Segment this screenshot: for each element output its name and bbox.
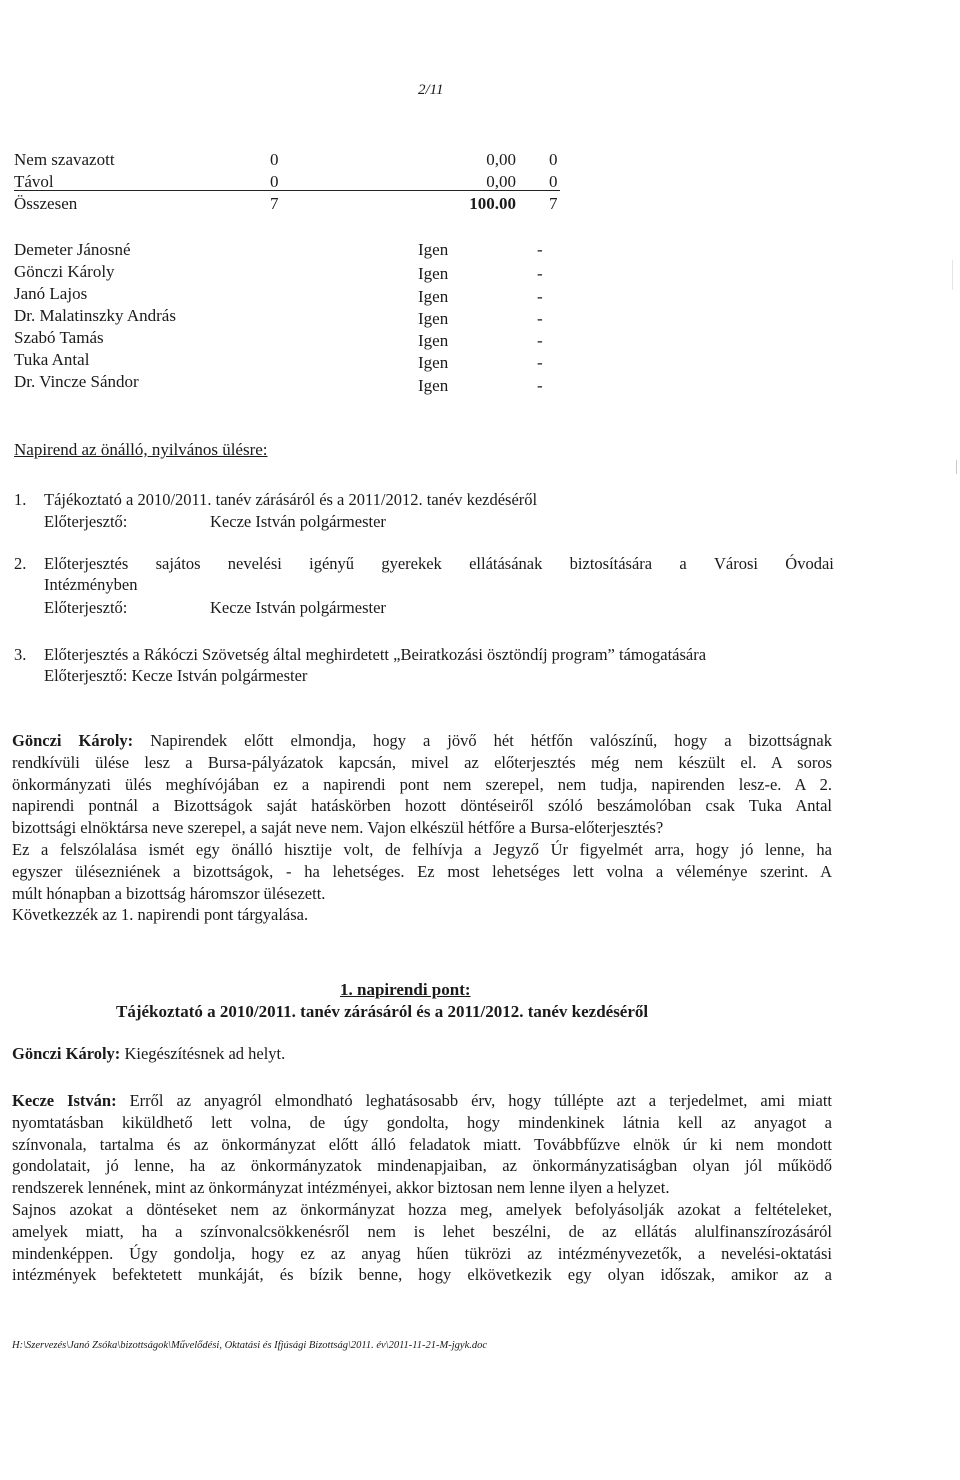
total-count: 0 bbox=[270, 172, 279, 191]
total-percent: 0,00 bbox=[486, 172, 516, 191]
agenda-item-number: 3. bbox=[14, 645, 27, 664]
voter-name: Dr. Malatinszky András bbox=[14, 306, 176, 325]
agenda-item-number: 1. bbox=[14, 490, 27, 509]
voter-name: Gönczi Károly bbox=[14, 262, 115, 281]
discussion-kecze bbox=[12, 1090, 832, 1286]
agenda-item-title-cont: Intézményben bbox=[44, 575, 138, 594]
vote-value: Igen bbox=[418, 353, 449, 372]
discussion-gonczi bbox=[12, 730, 832, 926]
title-word: Óvodai bbox=[785, 554, 834, 573]
paragraph-line: napirendi pontnál a Bizottságok saját hatáskörben hozott döntéseiről szóló beszámolóban csak Tuka Antal bbox=[12, 796, 832, 816]
agenda-item-number: 2. bbox=[14, 554, 27, 573]
presenter-label: Előterjesztő: bbox=[44, 512, 128, 531]
paragraph-line: rendszerek lennének, mint az önkormányzat intézményei, akkor biztosan nem lenne ilyen a helyzet. bbox=[12, 1178, 670, 1198]
vote-mark: - bbox=[537, 264, 543, 283]
paragraph-line: gondolatait, jó lenne, ha az önkormányzatok mindenapjaiban, az önkormányzatiságban olyan jól működő bbox=[12, 1156, 832, 1176]
paragraph-line: Következzék az 1. napirendi pont tárgyalása. bbox=[12, 905, 309, 925]
total-label: Összesen bbox=[14, 194, 78, 213]
vote-mark: - bbox=[537, 287, 543, 306]
voter-name: Janó Lajos bbox=[14, 284, 88, 303]
vote-value: Igen bbox=[418, 264, 449, 283]
title-word: ellátásának bbox=[469, 554, 543, 573]
speaker-name: Kecze István: bbox=[12, 1091, 117, 1110]
paragraph-line: Sajnos azokat a döntéseket nem az önkormányzat hozza meg, amelyek befolyásolják azokat a feltételeket, bbox=[12, 1199, 832, 1219]
paragraph-line: önkormányzati ülés meghívójában ez a napirendi pont nem szerepel, nem tudja, napirenden lesz-e. A 2. bbox=[12, 774, 832, 794]
title-word: a bbox=[679, 554, 687, 573]
presenter-label: Előterjesztő: bbox=[44, 598, 128, 617]
paragraph-line: Kecze István: Erről az anyagról elmondható leghatásosabb érv, hogy túllépte azt a terjedelmet, ami miatt bbox=[12, 1091, 832, 1110]
total-label: Nem szavazott bbox=[14, 150, 115, 169]
paragraph-line: amelyek miatt, ha a színvonalcsökkenésről nem is lehet beszélni, de az ellátás alulfinanszírozásáról bbox=[12, 1221, 832, 1241]
total-count: 0 bbox=[270, 150, 279, 169]
paragraph-line: bizottsági elnöktársa neve szerepel, a saját neve nem. Vajon elkészül hétfőre a Bursa-előterjesztés? bbox=[12, 818, 664, 838]
scan-artifact bbox=[956, 460, 957, 474]
vote-mark: - bbox=[537, 240, 543, 259]
title-word: igényű bbox=[309, 554, 355, 573]
presenter-name: Kecze István polgármester bbox=[210, 512, 386, 531]
total-extra: 0 bbox=[549, 172, 558, 191]
totals-divider bbox=[14, 190, 560, 191]
total-percent: 100.00 bbox=[469, 194, 516, 213]
footer-file-path: H:\Szervezés\Janó Zsóka\bizottságok\Művelődési, Oktatási és Ifjúsági Bizottság\2011. év\2011-11-21-M-jgyk.doc bbox=[12, 1340, 488, 1351]
total-count: 7 bbox=[270, 194, 279, 213]
vote-mark: - bbox=[537, 309, 543, 328]
title-word: sajátos bbox=[155, 554, 201, 573]
vote-mark: - bbox=[537, 376, 543, 395]
agenda-item-title: Előterjesztés a Rákóczi Szövetség által meghirdetett „Beiratkozási ösztöndíj program” támogatására bbox=[44, 645, 707, 664]
vote-value: Igen bbox=[418, 376, 449, 395]
total-extra: 7 bbox=[549, 194, 558, 213]
title-word: Városi bbox=[714, 554, 759, 573]
voter-name: Dr. Vincze Sándor bbox=[14, 372, 139, 391]
agenda-heading: Napirend az önálló, nyilvános ülésre: bbox=[14, 440, 268, 459]
paragraph-line: Gönczi Károly: Napirendek előtt elmondja, hogy a jövő hét hétfőn valószínű, hogy a bizottságnak bbox=[12, 731, 832, 750]
title-word: Előterjesztés bbox=[44, 554, 129, 573]
voter-name: Tuka Antal bbox=[14, 350, 90, 369]
title-word: nevelési bbox=[227, 554, 282, 573]
vote-value: Igen bbox=[418, 240, 449, 259]
section-label: 1. napirendi pont: bbox=[340, 980, 471, 999]
agenda-item-title: Tájékoztató a 2010/2011. tanév zárásáról és a 2011/2012. tanév kezdéséről bbox=[44, 490, 538, 509]
agenda-item-title bbox=[44, 554, 834, 574]
remark-text: Kiegészítésnek ad helyt. bbox=[124, 1044, 286, 1063]
total-label: Távol bbox=[14, 172, 54, 191]
voter-name: Szabó Tamás bbox=[14, 328, 104, 347]
scan-artifact bbox=[952, 260, 953, 290]
paragraph-line: rendkívüli ülése lesz a Bursa-pályázatok kapcsán, mivel az előterjesztés még nem készült el. A soros bbox=[12, 752, 832, 772]
speaker-name: Gönczi Károly: bbox=[12, 1044, 121, 1063]
vote-value: Igen bbox=[418, 287, 449, 306]
title-word: gyerekek bbox=[381, 554, 442, 573]
paragraph-line: egyszer ülésezniének a bizottságok, - ha lehetséges. Ez most lehetséges lett volna a véleménye szerint. A bbox=[12, 861, 832, 881]
paragraph-line: intézmények befektetett munkáját, és bízik benne, hogy elkövetkezik egy olyan időszak, amikor az a bbox=[12, 1265, 832, 1285]
page-number: 2/11 bbox=[418, 82, 444, 98]
vote-value: Igen bbox=[418, 309, 449, 328]
presenter-name: Kecze István polgármester bbox=[210, 598, 386, 617]
paragraph-line: mindenképpen. Úgy gondolja, hogy ez az anyag hűen tükrözi az intézményvezetők, a nevelési-oktatási bbox=[12, 1243, 832, 1263]
vote-mark: - bbox=[537, 331, 543, 350]
total-percent: 0,00 bbox=[486, 150, 516, 169]
section-title: Tájékoztató a 2010/2011. tanév zárásáról és a 2011/2012. tanév kezdéséről bbox=[116, 1002, 649, 1021]
vote-value: Igen bbox=[418, 331, 449, 350]
total-extra: 0 bbox=[549, 150, 558, 169]
paragraph-line: nyomtatásban kiküldhető lett volna, de úgy gondolta, hogy mindenkinek látnia kell az anyagot a bbox=[12, 1112, 832, 1132]
title-word: biztosítására bbox=[569, 554, 653, 573]
paragraph-line: színvonala, tartalma és az önkormányzat előtt álló feladatok miatt. Továbbfűzve elnök úr ki nem mondott bbox=[12, 1134, 832, 1154]
paragraph-line: Ez a felszólalása ismét egy önálló hisztije volt, de felhívja a Jegyző Úr figyelmét arra, hogy jó lenne, ha bbox=[12, 839, 832, 859]
vote-mark: - bbox=[537, 353, 543, 372]
presenter-line: Előterjesztő: Kecze István polgármester bbox=[44, 666, 308, 685]
speaker-name: Gönczi Károly: bbox=[12, 731, 134, 750]
paragraph-line: múlt hónapban a bizottság háromszor ülésezett. bbox=[12, 883, 326, 903]
voter-name: Demeter Jánosné bbox=[14, 240, 131, 259]
remark-gonczi bbox=[12, 1044, 285, 1064]
